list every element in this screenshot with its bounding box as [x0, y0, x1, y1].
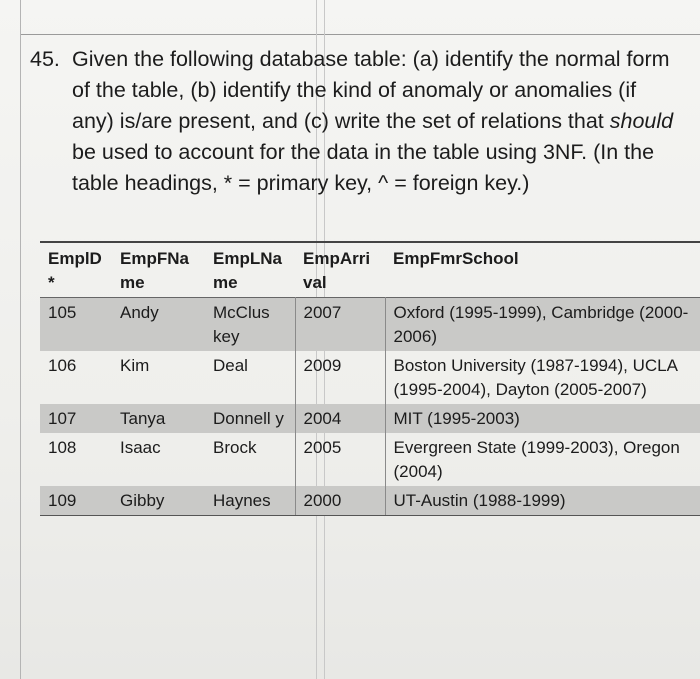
cell-arrival: 2009	[295, 351, 385, 404]
cell-first: Gibby	[112, 486, 205, 516]
question-number: 45.	[30, 47, 60, 71]
cell-first: Andy	[112, 298, 205, 352]
question-text: Given the following database table: (a) identify the normal form of the table, (b) identify the kind of anomaly or anomalies (if any) is/are present, and (c) write the set of relations that should be used to account for the data in the table using 3NF. (In the table headings, * = primary key, ^ = foreign key.)	[72, 47, 674, 195]
cell-school: MIT (1995-2003)	[385, 404, 700, 433]
cell-school: UT-Austin (1988-1999)	[385, 486, 700, 516]
cell-arrival: 2000	[295, 486, 385, 516]
employee-table-container	[40, 241, 700, 516]
header-empfmrschool: EmpFmrSchool	[393, 249, 519, 268]
cell-arrival: 2005	[295, 433, 385, 486]
cell-last: McClus key	[205, 298, 295, 352]
left-margin-line	[20, 0, 21, 679]
table-row	[40, 433, 700, 486]
header-emplname: EmpLName	[213, 249, 282, 292]
cell-last: Haynes	[205, 486, 295, 516]
cell-first: Kim	[120, 356, 150, 375]
cell-id: 109	[40, 486, 112, 516]
table-row	[40, 298, 700, 352]
cell-first: Tanya	[112, 404, 205, 433]
emphasis-should: should	[609, 109, 674, 133]
cell-last: Brock	[213, 438, 257, 457]
top-divider	[20, 34, 700, 35]
cell-school: Oxford (1995-1999), Cambridge (2000-2006)	[385, 298, 700, 352]
header-row	[40, 243, 700, 298]
cell-id: 105	[40, 298, 112, 352]
cell-arrival: 2007	[295, 298, 385, 352]
header-emparrival: EmpArrival	[303, 249, 371, 292]
cell-id: 107	[40, 404, 112, 433]
cell-last: Deal	[213, 356, 248, 375]
cell-school: Boston University (1987-1994), UCLA (1995-2004), Dayton (2005-2007)	[393, 356, 677, 399]
employee-table	[40, 243, 700, 516]
cell-arrival: 2004	[295, 404, 385, 433]
table-row	[40, 404, 700, 433]
table-row	[40, 351, 700, 404]
header-empid: EmplD*	[48, 249, 102, 292]
cell-id: 108	[48, 438, 77, 457]
header-empfname: EmpFName	[120, 249, 189, 292]
cell-last: Donnell y	[205, 404, 295, 433]
cell-id: 106	[48, 356, 77, 375]
cell-school: Evergreen State (1999-2003), Oregon (2004)	[393, 438, 680, 481]
cell-first: Isaac	[120, 438, 161, 457]
table-row	[40, 486, 700, 516]
